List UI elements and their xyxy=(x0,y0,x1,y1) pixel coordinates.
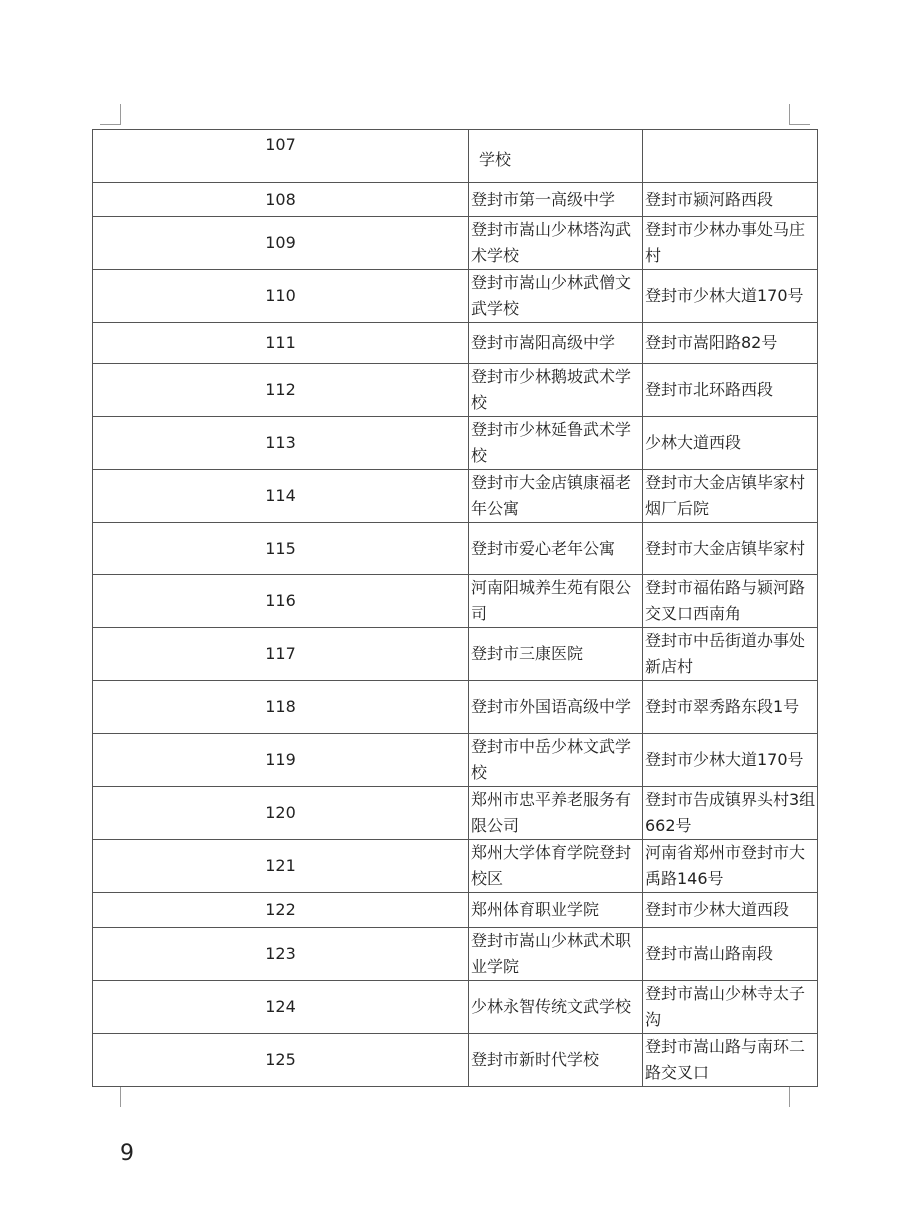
table-row xyxy=(93,323,818,364)
facility-name: 郑州市忠平养老服务有限公司 xyxy=(469,787,643,840)
table-row xyxy=(93,981,818,1034)
facility-address: 少林大道西段 xyxy=(643,417,818,470)
facility-table xyxy=(92,129,818,1087)
table-row xyxy=(93,183,818,217)
facility-address: 登封市颍河路西段 xyxy=(643,183,818,217)
row-number: 109 xyxy=(93,217,469,270)
table-row xyxy=(93,217,818,270)
row-number: 110 xyxy=(93,270,469,323)
table-row xyxy=(93,893,818,928)
row-number: 121 xyxy=(93,840,469,893)
facility-address: 登封市嵩山少林寺太子沟 xyxy=(643,981,818,1034)
facility-address: 登封市嵩山路与南环二路交叉口 xyxy=(643,1034,818,1087)
row-number: 115 xyxy=(93,523,469,575)
page-number: 9 xyxy=(120,1141,134,1166)
row-number: 118 xyxy=(93,681,469,734)
facility-name: 登封市新时代学校 xyxy=(469,1034,643,1087)
row-number: 117 xyxy=(93,628,469,681)
facility-address: 登封市少林大道170号 xyxy=(643,734,818,787)
facility-address: 登封市大金店镇毕家村烟厂后院 xyxy=(643,470,818,523)
facility-address: 河南省郑州市登封市大禹路146号 xyxy=(643,840,818,893)
table-row xyxy=(93,130,818,183)
facility-name: 登封市中岳少林文武学校 xyxy=(469,734,643,787)
facility-name: 登封市嵩山少林武僧文武学校 xyxy=(469,270,643,323)
facility-name: 登封市第一高级中学 xyxy=(469,183,643,217)
table-row xyxy=(93,270,818,323)
table-row xyxy=(93,840,818,893)
table-row xyxy=(93,734,818,787)
facility-name: 登封市少林延鲁武术学校 xyxy=(469,417,643,470)
facility-address: 登封市翠秀路东段1号 xyxy=(643,681,818,734)
row-number: 122 xyxy=(93,893,469,928)
facility-name: 登封市爱心老年公寓 xyxy=(469,523,643,575)
facility-address: 登封市告成镇界头村3组662号 xyxy=(643,787,818,840)
facility-name: 郑州大学体育学院登封校区 xyxy=(469,840,643,893)
facility-name: 登封市大金店镇康福老年公寓 xyxy=(469,470,643,523)
table-row xyxy=(93,628,818,681)
crop-mark-top-left xyxy=(100,104,121,125)
facility-name: 河南阳城养生苑有限公司 xyxy=(469,575,643,628)
table-row xyxy=(93,787,818,840)
table-row xyxy=(93,417,818,470)
row-number: 124 xyxy=(93,981,469,1034)
row-number: 107 xyxy=(93,130,469,183)
row-number: 125 xyxy=(93,1034,469,1087)
facility-name: 登封市三康医院 xyxy=(469,628,643,681)
facility-address: 登封市中岳街道办事处新店村 xyxy=(643,628,818,681)
facility-name: 登封市嵩山少林武术职业学院 xyxy=(469,928,643,981)
facility-name: 登封市少林鹅坡武术学校 xyxy=(469,364,643,417)
table-row xyxy=(93,1034,818,1087)
table-row xyxy=(93,575,818,628)
row-number: 112 xyxy=(93,364,469,417)
table-row xyxy=(93,928,818,981)
facility-address: 登封市少林大道170号 xyxy=(643,270,818,323)
facility-name: 登封市嵩阳高级中学 xyxy=(469,323,643,364)
facility-name: 登封市嵩山少林塔沟武术学校 xyxy=(469,217,643,270)
facility-name: 学校 xyxy=(469,130,643,183)
table-row xyxy=(93,364,818,417)
facility-address: 登封市少林办事处马庄村 xyxy=(643,217,818,270)
crop-mark-bottom-right xyxy=(789,1086,810,1107)
table-row xyxy=(93,523,818,575)
table-row xyxy=(93,681,818,734)
facility-name: 郑州体育职业学院 xyxy=(469,893,643,928)
facility-address: 登封市福佑路与颍河路交叉口西南角 xyxy=(643,575,818,628)
crop-mark-bottom-left xyxy=(100,1086,121,1107)
facility-address: 登封市嵩山路南段 xyxy=(643,928,818,981)
row-number: 108 xyxy=(93,183,469,217)
row-number: 114 xyxy=(93,470,469,523)
facility-address: 登封市嵩阳路82号 xyxy=(643,323,818,364)
row-number: 123 xyxy=(93,928,469,981)
row-number: 120 xyxy=(93,787,469,840)
row-number: 111 xyxy=(93,323,469,364)
facility-address: 登封市少林大道西段 xyxy=(643,893,818,928)
facility-name: 少林永智传统文武学校 xyxy=(469,981,643,1034)
facility-address xyxy=(643,130,818,183)
row-number: 116 xyxy=(93,575,469,628)
facility-name: 登封市外国语高级中学 xyxy=(469,681,643,734)
facility-address: 登封市北环路西段 xyxy=(643,364,818,417)
row-number: 119 xyxy=(93,734,469,787)
row-number: 113 xyxy=(93,417,469,470)
facility-address: 登封市大金店镇毕家村 xyxy=(643,523,818,575)
table-row xyxy=(93,470,818,523)
crop-mark-top-right xyxy=(789,104,810,125)
